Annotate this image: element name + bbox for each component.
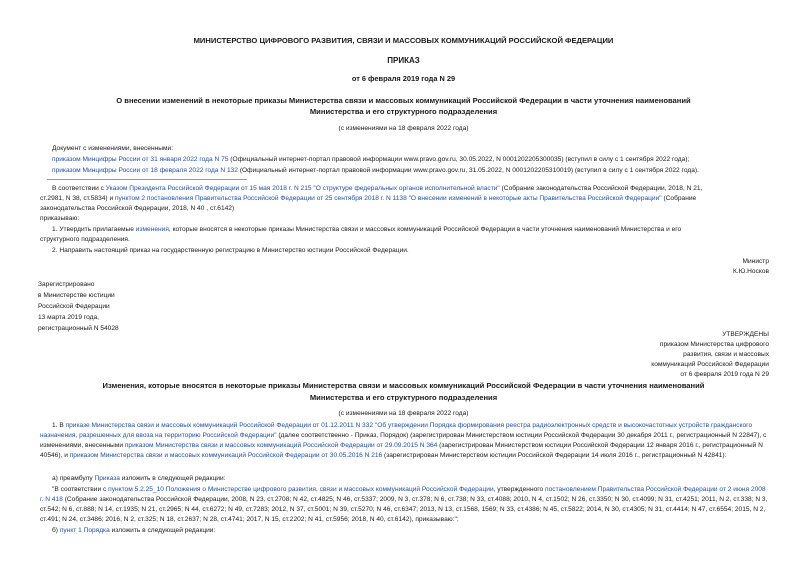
procedure-item-link[interactable]: пункт 1 Порядка xyxy=(59,527,110,534)
edition-note: (с изменениями на 18 февраля 2022 года) xyxy=(338,125,469,132)
body-paragraph-2-line1: 1. Утвердить прилагаемые изменения, которые вносятся в некоторые приказы Министерства связи и массовых коммуникаций Российской Федерации в части уточнения наименований Министерства и его xyxy=(52,226,682,233)
change-item-2: приказом Минцифры России от 18 февраля 2022 года N 132 (Официальный интернет-портал правовой информации www.pravo.gov.ru, 31.05.2022, N 0001202205310019) (вступил в силу с 1 сентября 2022 года). xyxy=(52,167,699,174)
annex-title-line1: Изменения, которые вносятся в некоторые приказы Министерства связи и массовых коммуникаций Российской Федерации в части уточнения наименований xyxy=(102,381,705,390)
annex-quote: "В соответствии с пунктом 5.2.25_10 Положения о Министерстве цифрового развития, связи и массовых коммуникаций Российской Федерации, утвержденного постановлением Правительства Российской Федерации от 2 июня 2008 г. N 418 (Собрание законодательства Российской Федерации, 2008, N 23, ст.2708; N 42, ст.4825; N 46, ст.5337; 2009, N 3, ст.378; N 6, ст.738; N 33, ст.4088; 2010, N 4, ст.1502; N 26, ст.3350; N 30, ст.4099; N 31, ст.4251; 2011, N 2, ст.338; N 3, ст.542; N 6, ст.888; N 14, ст.1935; N 21, ст.2965; N 44, ст.6272; N 49, ст.7283; 2012, N 37, ст.5001; N 39, ст.5270; N 46, ст.6347; 2013, N 13, ст.1568, 1569; N 33, ст.4386; N 45, ст.5822; 2014, N 30, ст.4305; N 31, ст.4414; N 47, ст.6554; 2015, N 2, ст.491; N 24, ст.3486; 2016, N 2, ст.325; N 18, ст.2637; N 28, ст.4741; 2017, N 15, ст.2202; N 41, ст.5956; 2018, N 40, ст.6142), приказываю:"; xyxy=(40,486,768,523)
signature-name: К.Ю.Носков xyxy=(732,268,769,275)
approved-line3: развития, связи и массовых xyxy=(683,351,769,358)
approved-line1: УТВЕРЖДЕНЫ xyxy=(722,331,769,338)
body-paragraph-1-line1: В соответствии с Указом Президента Российской Федерации от 15 мая 2018 г. N 215 "О структуре федеральных органов исполнительной власти" (Собрание законодательства Российской Федерации, 2018, N 21, xyxy=(52,185,703,192)
body-paragraph-2-line2: структурного подразделения. xyxy=(40,236,130,243)
approved-line2: приказом Министерства цифрового xyxy=(659,341,769,348)
doc-type-heading: ПРИКАЗ xyxy=(387,56,420,65)
annex-item-a: а) преамбулу Приказа изложить в следующей редакции: xyxy=(52,475,226,482)
annex-title-line2: Министерства и его структурного подразделения xyxy=(309,393,498,402)
changes-intro: Документ с изменениями, внесенными: xyxy=(52,145,174,152)
body-paragraph-3: 2. Направить настоящий приказ на государственную регистрацию в Министерство юстиции Российской Федерации. xyxy=(52,247,409,254)
order-word: приказываю: xyxy=(40,215,80,222)
decree-link[interactable]: Указом Президента Российской Федерации от 15 мая 2018 г. N 215 "О структуре федеральных органов исполнительной власти" xyxy=(105,185,500,192)
approved-line5: от 6 февраля 2019 года N 29 xyxy=(680,371,769,378)
document-title-line2: Министерства и его структурного подразделения xyxy=(309,107,498,116)
change-link-1[interactable]: приказом Минцифры России от 31 января 2022 года N 75 xyxy=(52,156,229,163)
body-paragraph-1-line2: ст.2981, N 38, ст.5834) и пунктом 2 постановления Правительства Российской Федерации от 25 сентября 2018 г. N 1138 "О внесении изменений в некоторые акты Правительства Российской Федерации" (Собрание xyxy=(40,195,697,202)
order-216-link[interactable]: приказом Министерства связи и массовых коммуникаций Российской Федерации от 30.05.2016 N 216 xyxy=(69,452,383,459)
date-number: от 6 февраля 2019 года N 29 xyxy=(351,74,456,83)
divider xyxy=(47,179,247,180)
annex-item-b: б) пункт 1 Порядка изложить в следующей редакции: xyxy=(52,527,216,534)
regulation-link[interactable]: пунктом 5.2.25_10 Положения о Министерстве цифрового развития, связи и массовых коммуникаций Российской Федерации xyxy=(108,486,494,493)
registration-line5: регистрационный N 54028 xyxy=(38,325,119,332)
resolution-link[interactable]: пунктом 2 постановления Правительства Российской Федерации от 25 сентября 2018 г. N 1138 "О внесении изменений в некоторые акты Правительства Российской Федерации" xyxy=(114,195,662,202)
registration-line4: 13 марта 2019 года, xyxy=(38,314,99,321)
changes-link[interactable]: изменения xyxy=(135,226,169,233)
ministry-heading: МИНИСТЕРСТВО ЦИФРОВОГО РАЗВИТИЯ, СВЯЗИ И МАССОВЫХ КОММУНИКАЦИЙ РОССИЙСКОЙ ФЕДЕРАЦИИ xyxy=(193,36,614,45)
order-preamble-link[interactable]: Приказа xyxy=(94,475,120,482)
order-332-link[interactable]: приказе Министерства связи и массовых коммуникаций Российской Федерации от 01.12.2011 N 332 "Об утверждении Порядка формирования реестра радиоэлектронных средств и высокочастотных устройств гражданского назначения, разрешенных для ввоза на территорию Российской Федерации" xyxy=(40,422,753,439)
document-title-line1: О внесении изменений в некоторые приказы Министерства связи и массовых коммуникаций Российской Федерации в части уточнения наименований xyxy=(116,96,691,105)
change-link-2[interactable]: приказом Минцифры России от 18 февраля 2022 года N 132 xyxy=(52,167,238,174)
approved-line4: коммуникаций Российской Федерации xyxy=(651,361,769,368)
order-364-link[interactable]: приказом Министерства связи и массовых коммуникаций Российской Федерации от 29.09.2015 N 364 xyxy=(124,442,438,449)
registration-line1: Зарегистрировано xyxy=(38,281,95,288)
signature-position: Министр xyxy=(742,258,769,265)
registration-line3: Российской Федерации xyxy=(38,303,110,310)
change-item-1: приказом Минцифры России от 31 января 2022 года N 75 (Официальный интернет-портал правовой информации www.pravo.gov.ru, 30.05.2022, N 0001202205300035) (вступил в силу с 1 сентября 2022 года); xyxy=(52,156,690,163)
registration-line2: в Министерстве юстиции xyxy=(38,292,115,299)
body-paragraph-1-line3: законодательства Российской Федерации, 2018, N 40 , ст.6142) xyxy=(40,205,235,212)
annex-edition-note: (с изменениями на 18 февраля 2022 года) xyxy=(338,410,469,417)
government-resolution-link[interactable]: постановлением Правительства Российской Федерации от 2 июня 2008 г. N 418 xyxy=(40,486,766,503)
annex-paragraph-1: 1. В приказе Министерства связи и массовых коммуникаций Российской Федерации от 01.12.2011 N 332 "Об утверждении Порядка формирования реестра радиоэлектронных средств и высокочастотных устройств гражданского назначения, разрешенных для ввоза на территорию Российской Федерации" (далее соответственно - Приказ, Порядок) (зарегистрирован Министерством юстиции Российской Федерации 30 декабря 2011 г., регистрационный N 22847), с изменениями, внесенными приказом Министерства связи и массовых коммуникаций Российской Федерации от 29.09.2015 N 364 (зарегистрирован Министерством юстиции Российской Федерации 12 января 2016 г., регистрационный N 40546), и приказом Министерства связи и массовых коммуникаций Российской Федерации от 30.05.2016 N 216 (зарегистрирован Министерством юстиции Российской Федерации 14 июля 2016 г., регистрационный N 42841): xyxy=(40,422,767,459)
